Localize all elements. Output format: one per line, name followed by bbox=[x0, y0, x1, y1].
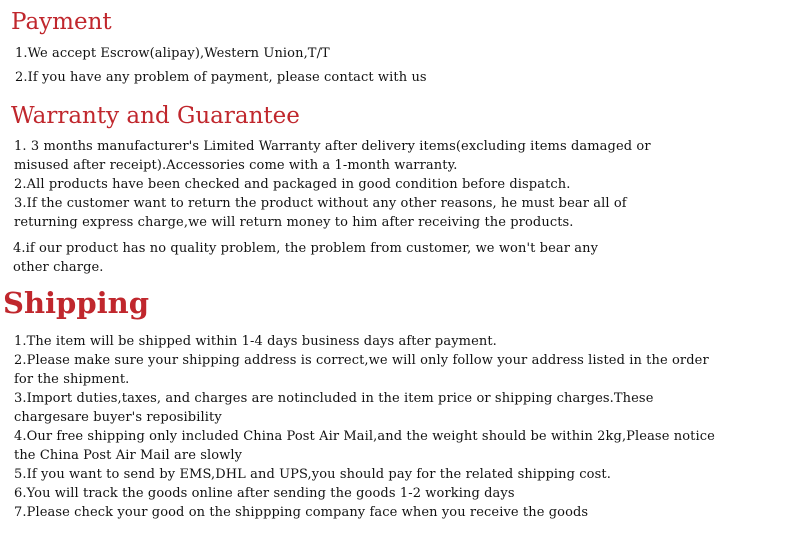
shipping-heading: Shipping bbox=[3, 286, 149, 320]
warranty-terms-block bbox=[14, 137, 651, 232]
shipping-line: 6.You will track the goods online after sending the goods 1-2 working days bbox=[14, 486, 515, 501]
shipping-line: 1.The item will be shipped within 1-4 days business days after payment. bbox=[14, 334, 497, 349]
shipping-line: 2.Please make sure your shipping address is correct,we will only follow your address listed in the order bbox=[14, 353, 709, 368]
payment-item-text: 1.We accept Escrow(alipay),Western Union,T/T bbox=[15, 46, 330, 61]
warranty-line: 2.All products have been checked and packaged in good condition before dispatch. bbox=[14, 177, 571, 192]
warranty-heading: Warranty and Guarantee bbox=[11, 103, 300, 129]
shipping-terms-block bbox=[14, 332, 715, 522]
shipping-line: 7.Please check your good on the shippping company face when you receive the goods bbox=[14, 505, 589, 520]
warranty-line: other charge. bbox=[13, 260, 104, 275]
shipping-line: 5.If you want to send by EMS,DHL and UPS,you should pay for the related shipping cost. bbox=[14, 467, 611, 482]
payment-item-text: 2.If you have any problem of payment, please contact with us bbox=[15, 70, 427, 85]
warranty-line: 3.If the customer want to return the product without any other reasons, he must bear all of bbox=[14, 196, 627, 211]
shipping-line: chargesare buyer's reposibility bbox=[14, 410, 222, 425]
shipping-line: 3.Import duties,taxes, and charges are notincluded in the item price or shipping charges.These bbox=[14, 391, 654, 406]
shipping-line: 4.Our free shipping only included China Post Air Mail,and the weight should be within 2kg,Please notice bbox=[14, 429, 715, 444]
shipping-line: for the shipment. bbox=[14, 372, 130, 387]
warranty-line: returning express charge,we will return money to him after receiving the products. bbox=[14, 215, 574, 230]
warranty-note-block bbox=[13, 239, 598, 277]
warranty-line: 1. 3 months manufacturer's Limited Warranty after delivery items(excluding items damaged or bbox=[14, 139, 651, 154]
payment-item-1 bbox=[15, 44, 330, 63]
payment-item-2 bbox=[15, 68, 427, 87]
payment-heading: Payment bbox=[11, 9, 112, 35]
warranty-line: misused after receipt).Accessories come with a 1-month warranty. bbox=[14, 158, 458, 173]
warranty-line: 4.if our product has no quality problem, the problem from customer, we won't bear any bbox=[13, 241, 599, 256]
shipping-line: the China Post Air Mail are slowly bbox=[14, 448, 243, 463]
